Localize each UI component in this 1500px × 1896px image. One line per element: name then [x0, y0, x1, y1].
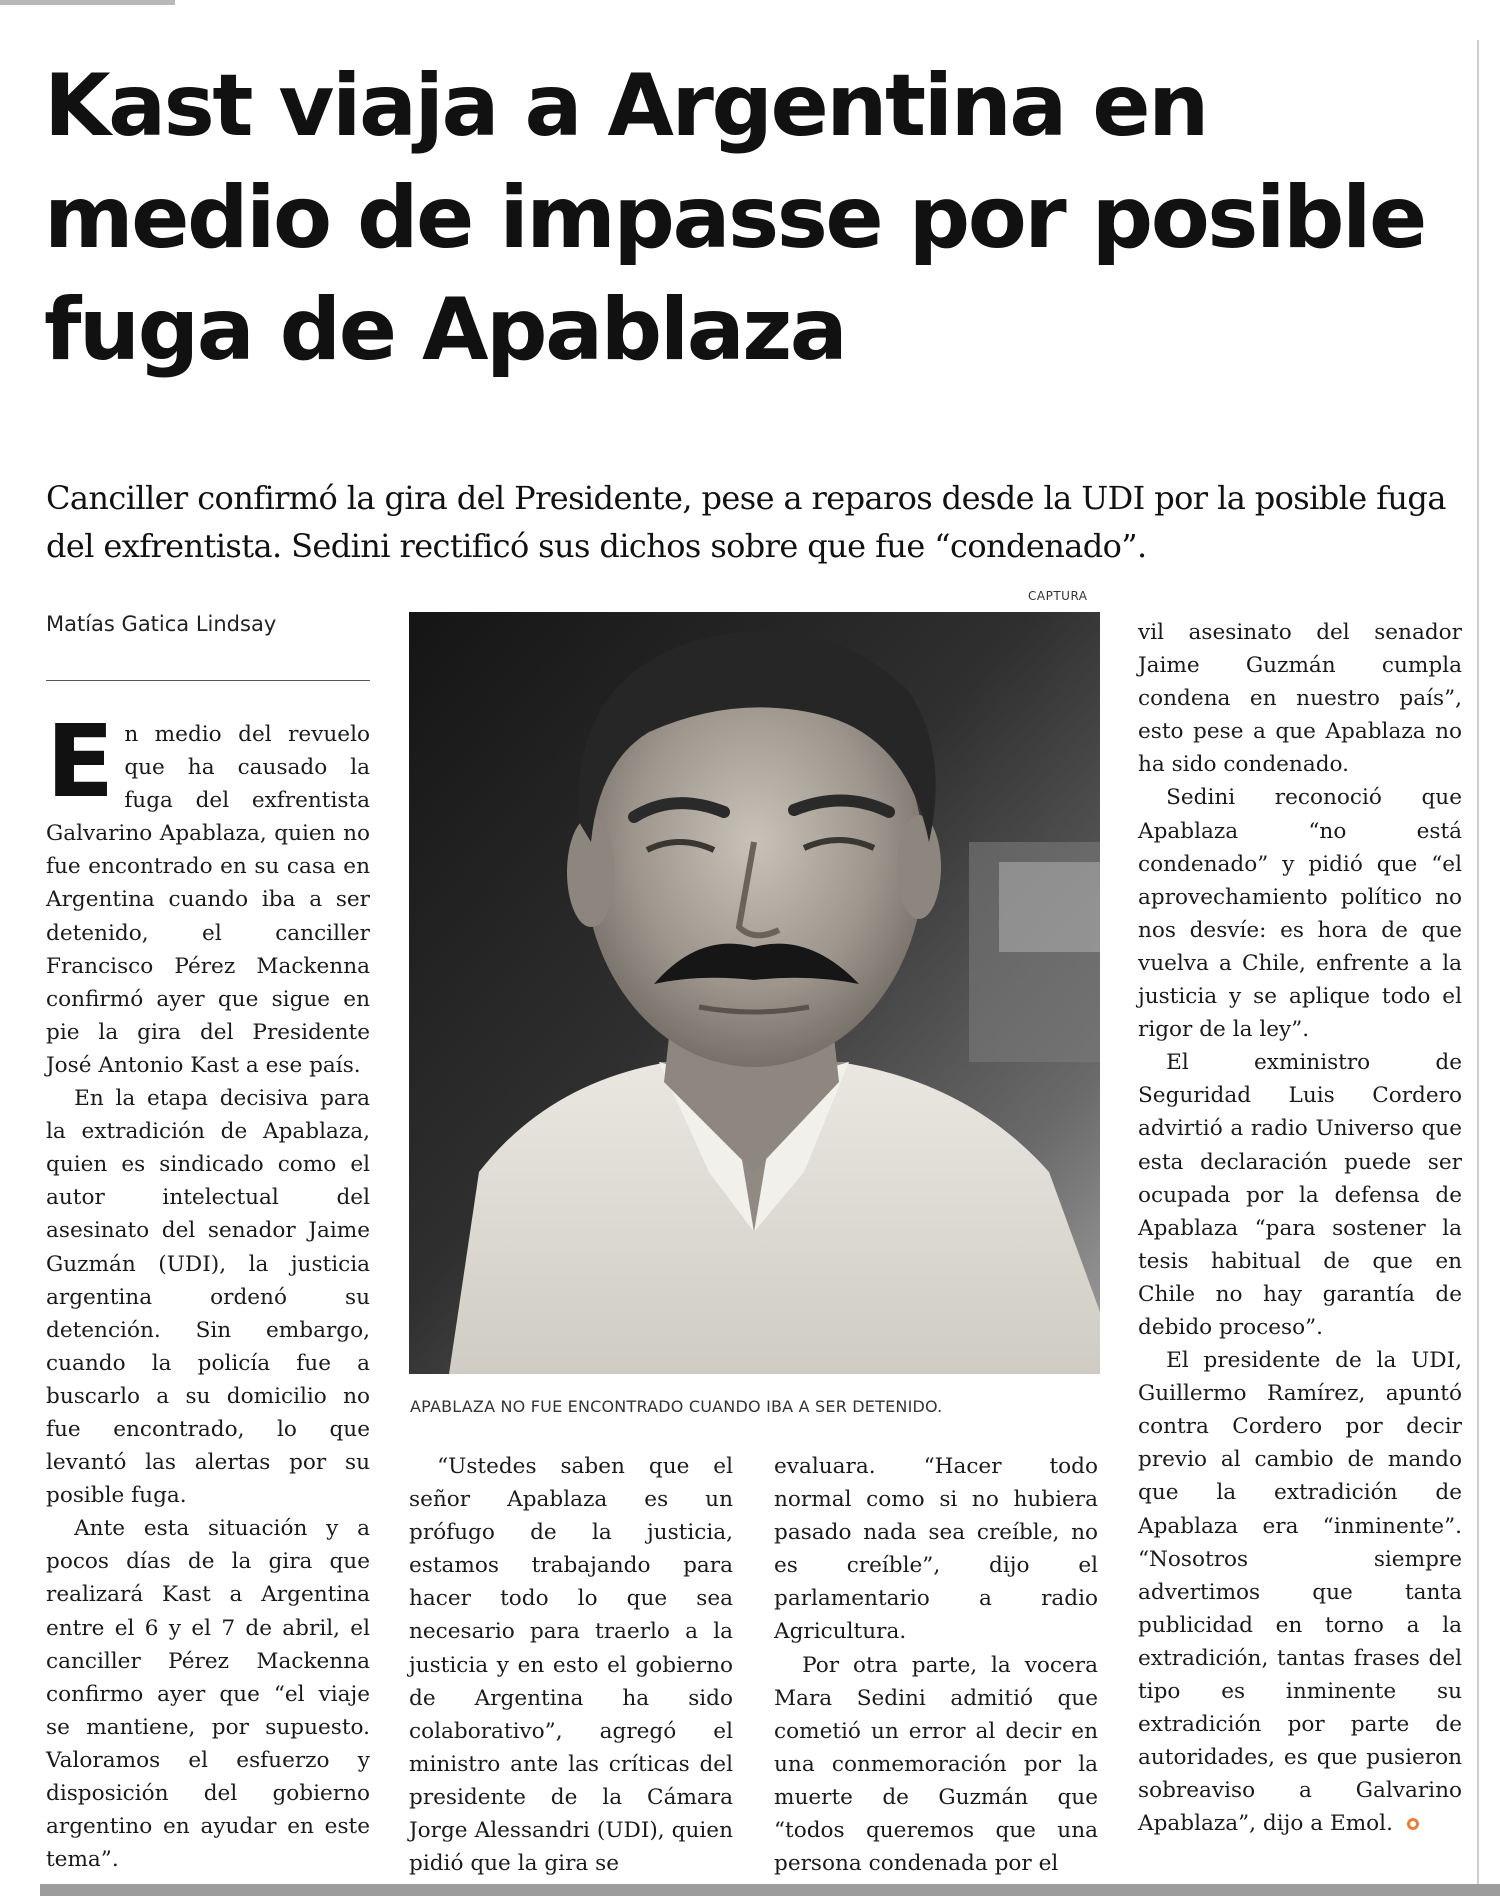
- paragraph: [46, 703, 370, 1082]
- column-divider-rule: [1477, 40, 1479, 1885]
- article-column-3: [774, 1450, 1098, 1880]
- paragraph-text: El presidente de la UDI, Guillermo Ramírez, apuntó contra Cordero por decir previo al cambio de mando que la extradición de Apablaza era “inminente”. “Nosotros siempre advertimos que tanta publicidad en torno a la extradición, tantas frases del tipo es inminente su extradición por parte de autoridades, es que pusieron sobreaviso a Galvarino Apablaza”, dijo a Emol.: [1138, 1348, 1462, 1837]
- paragraph: En la etapa decisiva para la extradición de Apablaza, quien es sindicado como el autor intelectual del asesinato del senador Jaime Guzmán (UDI), la justicia argentina ordenó su detención. Sin embargo, cuando la policía fue a buscarlo a su domicilio no fue encontrado, lo que levantó las alertas por su posible fuga.: [46, 1086, 370, 1509]
- paragraph: El exministro de Seguridad Luis Cordero advirtió a radio Universo que esta declaración puede ser ocupada por la defensa de Apablaza “para sostener la tesis habitual de que en Chile no hay garantía de debido proceso”.: [1138, 1050, 1462, 1340]
- article-column-4: [1138, 616, 1462, 1840]
- end-of-article-icon: [1407, 1818, 1419, 1830]
- bottom-rule: [40, 1884, 1500, 1896]
- photo-caption: APABLAZA NO FUE ENCONTRADO CUANDO IBA A SER DETENIDO.: [410, 1397, 943, 1416]
- paragraph: “Ustedes saben que el señor Apablaza es un prófugo de la justicia, estamos trabajando para hacer todo lo que sea necesario para traerlo a la justicia y en esto el gobierno de Argentina ha sido colaborativo”, agregó el ministro ante las críticas del presidente de la Cámara Jorge Alessandri (UDI), quien pidió que la gira se: [409, 1454, 733, 1877]
- deck-subheadline: Canciller confirmó la gira del Presidente, pese a reparos desde la UDI por la posible fuga del exfrentista. Sedini rectificó sus dichos sobre que fue “condenado”.: [46, 479, 1446, 565]
- paragraph: vil asesinato del senador Jaime Guzmán cumpla condena en nuestro país”, esto pese a que Apablaza no ha sido condenado.: [1138, 620, 1462, 778]
- dropcap: E: [46, 703, 115, 820]
- photo-credit: CAPTURA: [1028, 589, 1088, 603]
- paragraph: Por otra parte, la vocera Mara Sedini admitió que cometió un error al decir en una conmemoración por la muerte de Guzmán que “todos queremos que una persona condenada por el: [774, 1652, 1098, 1877]
- paragraph: Sedini reconoció que Apablaza “no está condenado” y pidió que “el aprovechamiento político no nos desvíe: es hora de que vuelva a Chile, enfrente a la justicia y se aplique todo el rigor de la ley”.: [1138, 785, 1462, 1043]
- byline: Matías Gatica Lindsay: [46, 612, 277, 636]
- paragraph: evaluara. “Hacer todo normal como si no hubiera pasado nada sea creíble, no es creíble”, dijo el parlamentario a radio Agricultura.: [774, 1454, 1098, 1645]
- paragraph: [1138, 1344, 1462, 1840]
- headline: Kast viaja a Argentina en medio de impasse por posible fuga de Apablaza: [44, 56, 1425, 380]
- portrait-illustration: [409, 612, 1100, 1374]
- top-bar: [0, 0, 175, 5]
- article-column-2: [409, 1450, 733, 1880]
- article-column-1: [46, 703, 370, 1876]
- portrait-photo: [409, 612, 1100, 1374]
- paragraph: Ante esta situación y a pocos días de la gira que realizará Kast a Argentina entre el 6 y el 7 de abril, el canciller Pérez Mackenna confirmo ayer que “el viaje se mantiene, por supuesto. Valoramos el esfuerzo y disposición del gobierno argentino en ayudar en este tema”.: [46, 1516, 370, 1873]
- byline-divider: [46, 680, 370, 681]
- paragraph-text: n medio del revuelo que ha causado la fuga del exfrentista Galvarino Apablaza, quien no fue encontrado en su casa en Argentina cuando iba a ser detenido, el canciller Francisco Pérez Mackenna confirmó ayer que sigue en pie la gira del Presidente José Antonio Kast a ese país.: [46, 722, 370, 1078]
